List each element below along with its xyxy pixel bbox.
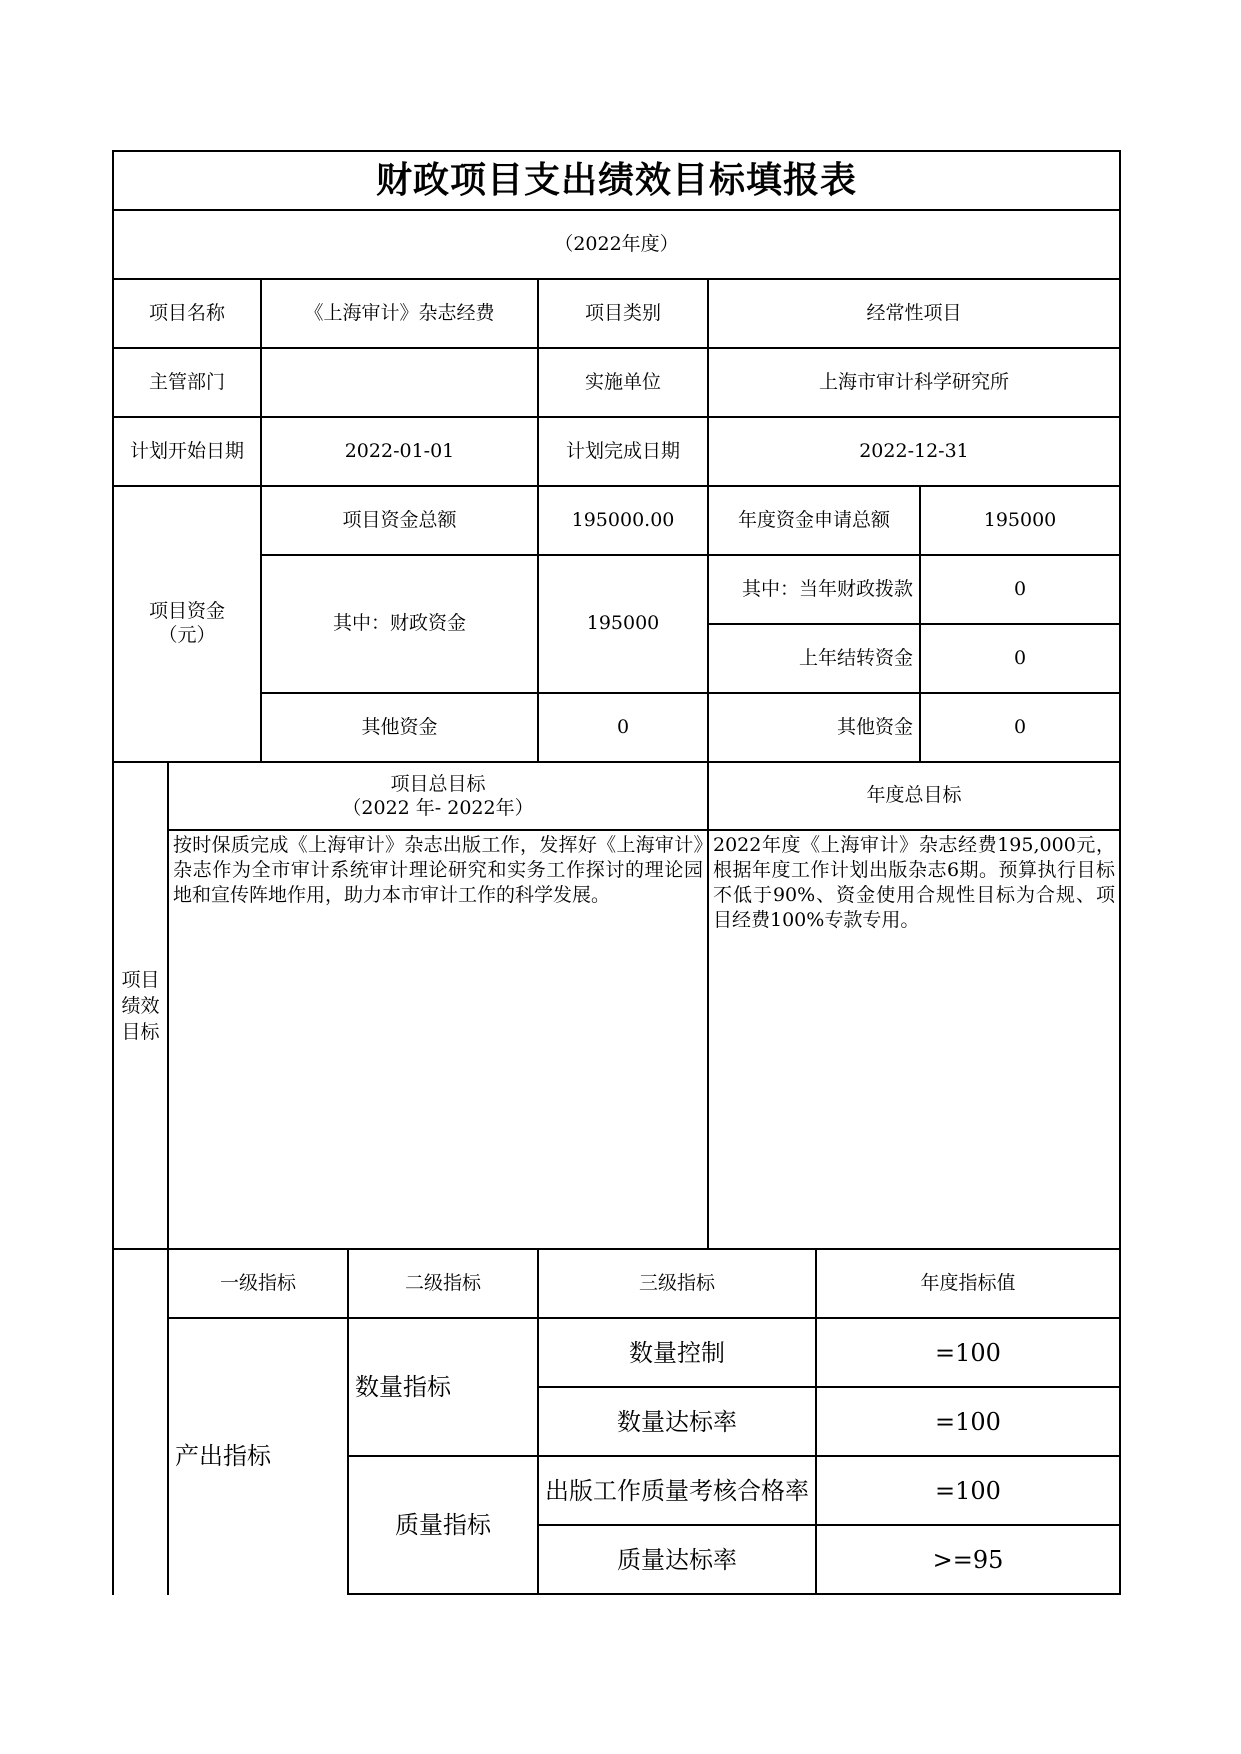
year-label: （2022年度）: [554, 232, 679, 255]
indicator-row-name: 出版工作质量考核合格率: [545, 1476, 809, 1505]
funds-annual-label: 年度资金申请总额: [737, 508, 890, 531]
indicator-row-value: =100: [935, 1338, 1001, 1367]
funds-other2-label: 其他资金: [836, 715, 913, 738]
dept-label: 主管部门: [148, 370, 225, 393]
funds-label-line2: （元）: [158, 624, 216, 646]
funds-total-label: 项目资金总额: [342, 508, 457, 531]
category-value: 经常性项目: [866, 301, 962, 324]
indicator-row-value: =100: [935, 1407, 1001, 1436]
funds-label-line1: 项目资金: [148, 600, 225, 623]
unit-value: 上海市审计科学研究所: [818, 370, 1009, 393]
project-name-value: 《上海审计》杂志经费: [304, 301, 495, 324]
goals-total-header: [169, 763, 707, 829]
indicator-quantity-label: 数量指标: [355, 1373, 451, 1401]
indicator-header-level3: 三级指标: [638, 1271, 715, 1294]
indicator-row-value: =100: [935, 1476, 1001, 1505]
goals-annual-text: 2022年度《上海审计》杂志经费195,000元，根据年度工作计划出版杂志6期。预算执行目标不低于90%、资金使用合规性目标为合规、项目经费100%专款专用。: [713, 834, 1115, 931]
funds-annual-value: 195000: [983, 508, 1057, 531]
funds-other2-value: 0: [1013, 715, 1027, 738]
indicator-level1-output: 产出指标: [175, 1442, 271, 1470]
category-label: 项目类别: [584, 301, 661, 324]
funds-fiscal-label: 其中：财政资金: [332, 612, 466, 635]
indicator-header-level1: 一级指标: [219, 1271, 296, 1294]
indicator-header-value: 年度指标值: [920, 1271, 1016, 1294]
indicator-row-name: 数量控制: [629, 1338, 725, 1367]
goals-total-header-line2: （2022 年- 2022年）: [342, 797, 534, 819]
end-date-label: 计划完成日期: [565, 439, 680, 462]
funds-current-value: 0: [1013, 577, 1027, 600]
form-title: 财政项目支出绩效目标填报表: [375, 159, 857, 201]
grid-line: [347, 1593, 1121, 1595]
funds-current-label: 其中：当年财政拨款: [741, 577, 913, 600]
end-date-value: 2022-12-31: [859, 439, 969, 462]
goals-annual-header: 年度总目标: [866, 784, 962, 807]
goals-total-text: 按时保质完成《上海审计》杂志出版工作，发挥好《上海审计》杂志作为全市审计系统审计理论研究和实务工作探讨的理论园地和宣传阵地作用，助力本市审计工作的科学发展。: [173, 834, 703, 906]
start-date-value: 2022-01-01: [344, 439, 455, 462]
indicator-row-value: >=95: [932, 1545, 1004, 1574]
funds-carryover-label: 上年结转资金: [798, 646, 913, 669]
goals-side-label-1: 项目: [121, 968, 160, 991]
unit-label: 实施单位: [584, 370, 661, 393]
funds-label: [114, 487, 260, 761]
goals-side-label-2: 绩效: [121, 994, 160, 1017]
grid-line: [1119, 150, 1121, 1595]
funds-other-value: 0: [616, 715, 630, 738]
indicator-row-name: 数量达标率: [617, 1407, 737, 1436]
indicator-quality-label: 质量指标: [395, 1511, 491, 1539]
goals-total-header-line1: 项目总目标: [390, 773, 486, 795]
goals-side-label: [114, 763, 167, 1248]
funds-total-value: 195000.00: [571, 508, 675, 531]
funds-other-label: 其他资金: [361, 715, 438, 738]
project-name-label: 项目名称: [148, 301, 225, 324]
dept-value: [262, 349, 537, 416]
funds-carryover-value: 0: [1013, 646, 1027, 669]
indicator-row-name: 质量达标率: [617, 1545, 737, 1574]
indicator-header-level2: 二级指标: [404, 1271, 481, 1294]
start-date-label: 计划开始日期: [129, 439, 244, 462]
goals-side-label-3: 目标: [121, 1020, 160, 1043]
funds-fiscal-value: 195000: [586, 612, 660, 635]
